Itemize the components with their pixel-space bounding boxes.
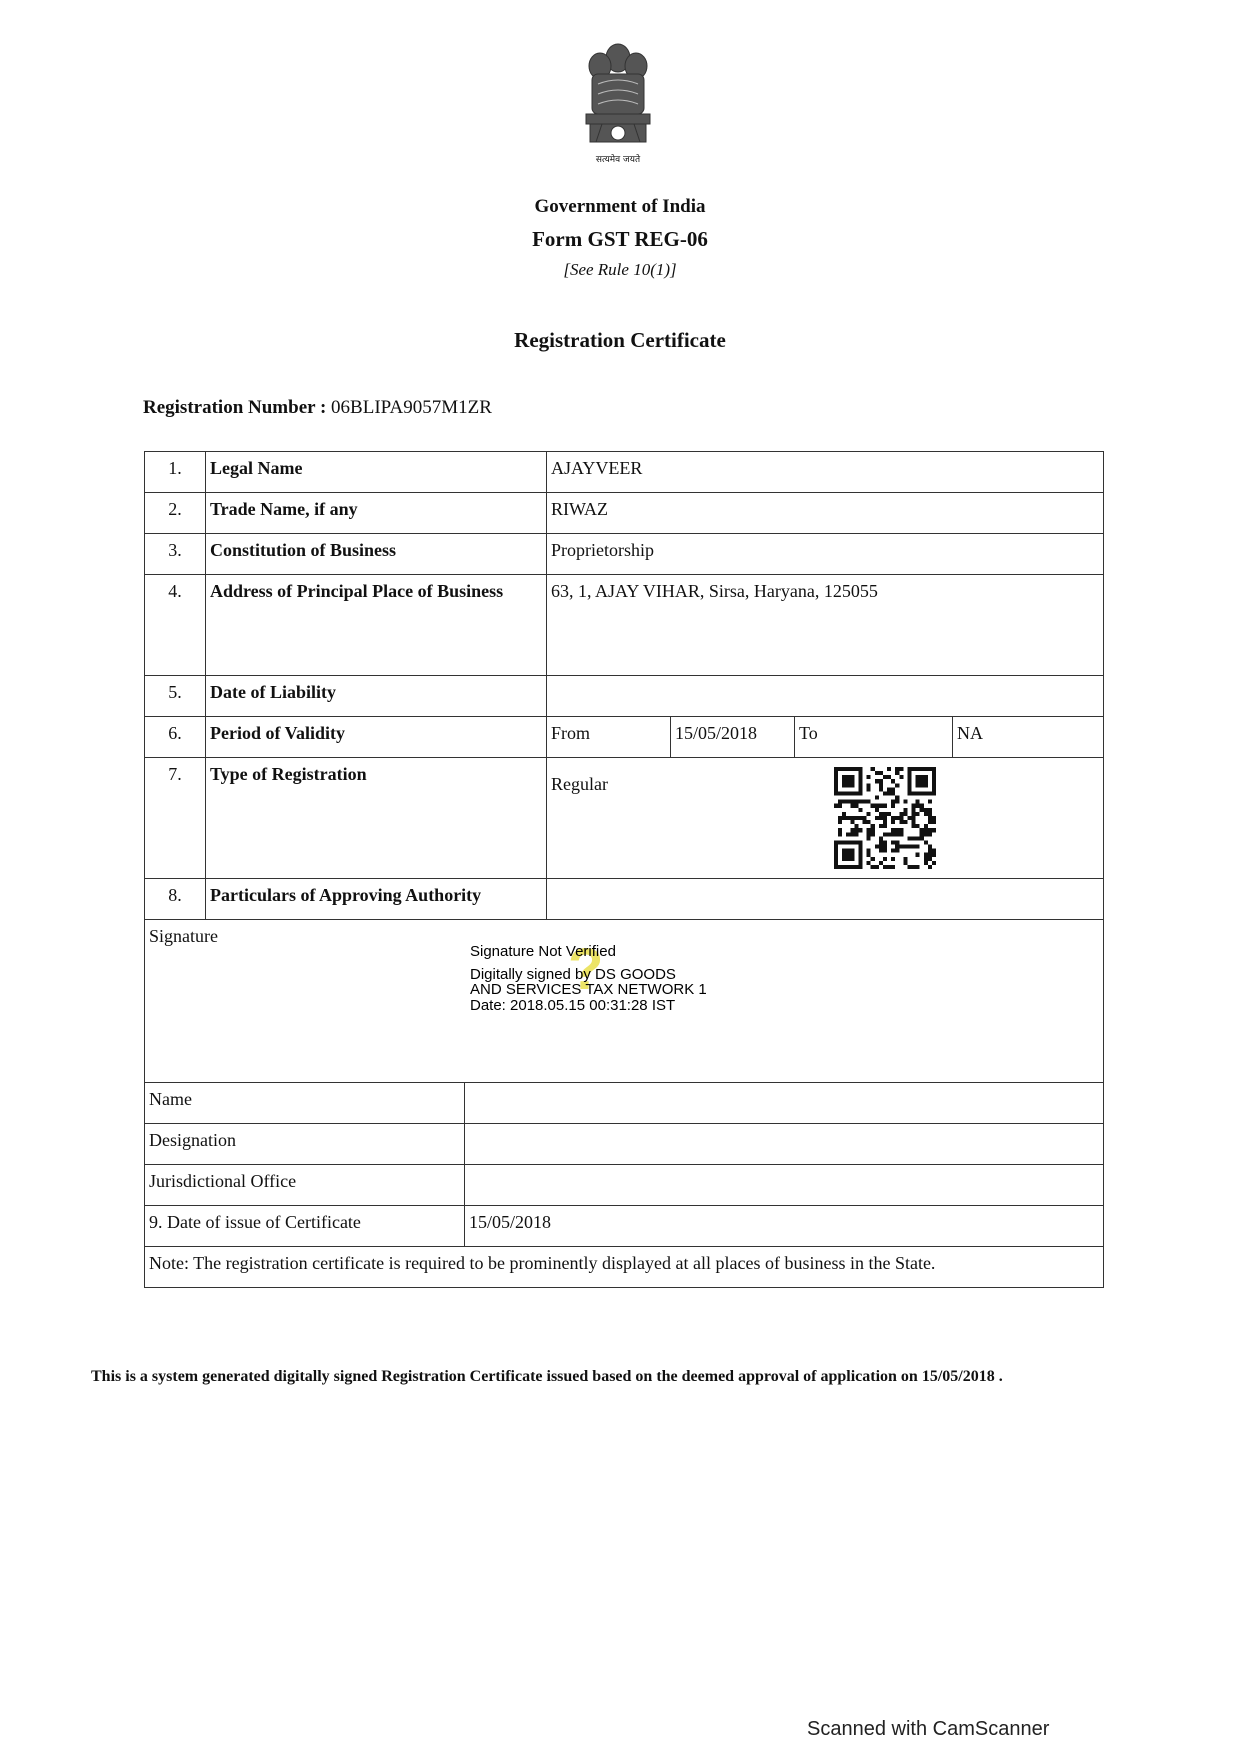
table-row: [145, 717, 1104, 758]
designation-label: Designation: [145, 1124, 465, 1165]
national-emblem-icon: [578, 36, 658, 168]
signature-unverified-icon: ?: [568, 937, 604, 1002]
table-row: [145, 1124, 1104, 1165]
table-row: [145, 1247, 1104, 1288]
registration-number-value: 06BLIPA9057M1ZR: [331, 397, 492, 418]
designation-value: [465, 1124, 1104, 1165]
row-number: 6.: [145, 717, 206, 758]
table-row: [145, 493, 1104, 534]
table-row: [145, 1083, 1104, 1124]
row-number: 7.: [145, 758, 206, 879]
table-row: [145, 879, 1104, 920]
validity-from-value: 15/05/2018: [671, 717, 795, 758]
table-row: [145, 676, 1104, 717]
registration-number-line: [143, 397, 492, 419]
signed-by-line-1: Digitally signed by DS GOODS: [470, 965, 676, 983]
display-note: Note: The registration certificate is required to be prominently displayed at all places of business in the State.: [145, 1247, 1104, 1288]
row-number: 1.: [145, 452, 206, 493]
row-label: Type of Registration: [206, 758, 547, 879]
validity-from-label: From: [547, 717, 671, 758]
table-row: [145, 452, 1104, 493]
jurisdictional-office-value: [465, 1165, 1104, 1206]
validity-to-label: To: [795, 717, 953, 758]
form-title: Form GST REG-06: [532, 227, 708, 251]
signature-label: Signature: [145, 920, 1104, 1083]
table-row: [145, 1165, 1104, 1206]
government-heading: Government of India: [534, 196, 706, 217]
address-value: 63, 1, AJAY VIHAR, Sirsa, Haryana, 125055: [547, 575, 1104, 676]
registration-type-value: Regular: [547, 758, 1104, 879]
registration-details-table: [144, 451, 1104, 920]
row-number: 8.: [145, 879, 206, 920]
date-of-liability-value: [547, 676, 1104, 717]
rule-reference: [See Rule 10(1)]: [563, 260, 677, 279]
approving-authority-value: [547, 879, 1104, 920]
row-label: Particulars of Approving Authority: [206, 879, 547, 920]
row-number: 3.: [145, 534, 206, 575]
row-number: 4.: [145, 575, 206, 676]
row-number: 5.: [145, 676, 206, 717]
table-row: [145, 575, 1104, 676]
name-value: [465, 1083, 1104, 1124]
signed-by-line-2: AND SERVICES TAX NETWORK 1: [470, 981, 707, 998]
scanner-watermark: Scanned with CamScanner: [807, 1718, 1050, 1740]
emblem-motto: सत्यमेव जयते: [595, 155, 641, 165]
table-row: [145, 534, 1104, 575]
signed-date: Date: 2018.05.15 00:31:28 IST: [470, 996, 676, 1014]
name-label: Name: [145, 1083, 465, 1124]
digital-signature-block: [470, 944, 707, 1013]
issue-date-value: 15/05/2018: [465, 1206, 1104, 1247]
row-label: Trade Name, if any: [206, 493, 547, 534]
table-row: [145, 758, 1104, 879]
qr-code-icon: [834, 767, 936, 869]
constitution-value: Proprietorship: [547, 534, 1104, 575]
row-label: Address of Principal Place of Business: [206, 575, 547, 676]
row-label: Date of Liability: [206, 676, 547, 717]
certificate-title: Registration Certificate: [514, 328, 726, 352]
trade-name-value: RIWAZ: [547, 493, 1104, 534]
system-generated-statement: This is a system generated digitally signed Registration Certificate issued based on the deemed approval of application on 15/05/2018 .: [91, 1368, 1003, 1385]
registration-number-label: Registration Number :: [143, 397, 327, 418]
row-label: Constitution of Business: [206, 534, 547, 575]
row-number: 2.: [145, 493, 206, 534]
validity-to-value: NA: [953, 717, 1104, 758]
signature-status: Signature Not Verified: [470, 943, 616, 960]
legal-name-value: AJAYVEER: [547, 452, 1104, 493]
issue-date-label: 9. Date of issue of Certificate: [145, 1206, 465, 1247]
table-row: [145, 1206, 1104, 1247]
row-label: Legal Name: [206, 452, 547, 493]
jurisdictional-office-label: Jurisdictional Office: [145, 1165, 465, 1206]
row-label: Period of Validity: [206, 717, 547, 758]
